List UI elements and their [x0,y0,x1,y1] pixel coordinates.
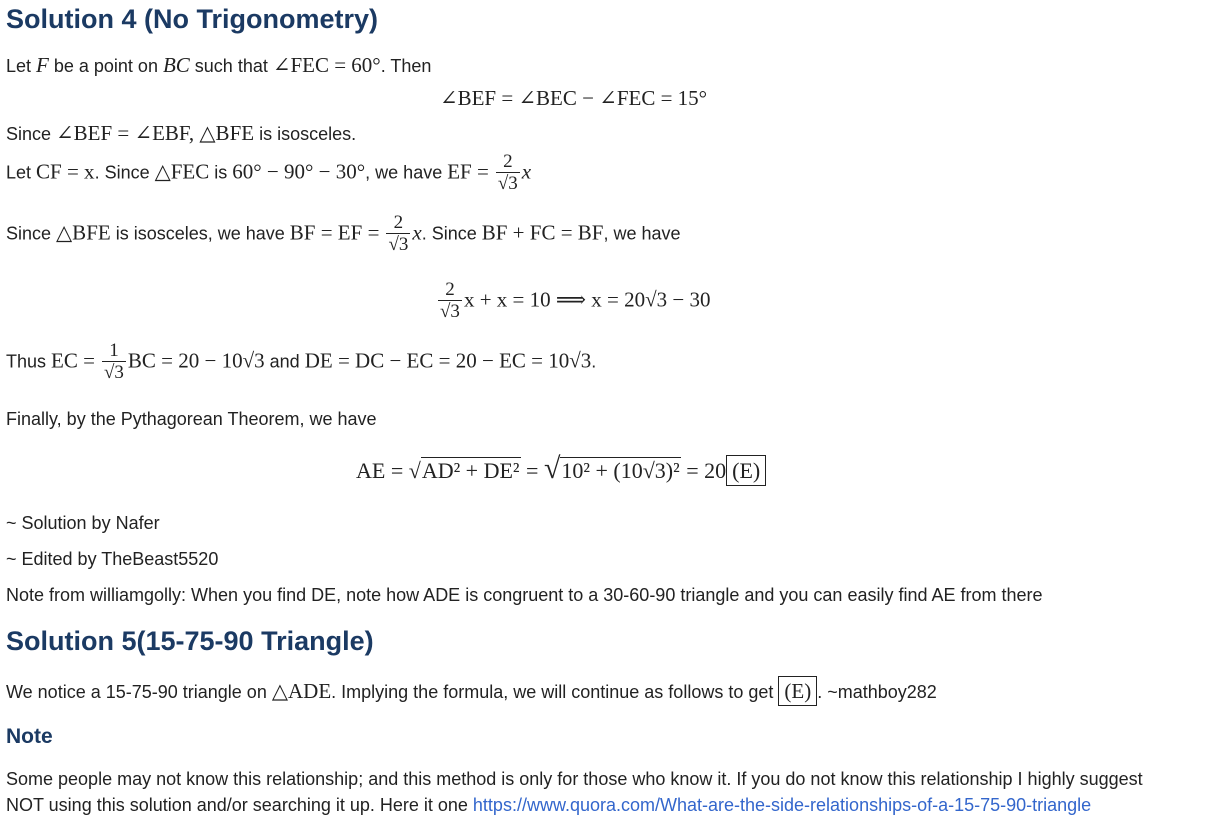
text: . Since [421,223,482,244]
solution4-line5 [6,341,596,384]
math-bf-fc: BF + FC = BF [481,220,604,245]
credit-solution: ~ Solution by Nafer [6,513,160,533]
math-isosceles: ∠BEF = ∠EBF, △BFE [56,121,255,145]
note-line2 [6,794,1091,816]
text: is isosceles. [254,124,357,144]
note-line1: Some people may not know this relationship; and this method is only for those who know it. If you do not know this relationship I highly suggest [6,769,1143,789]
text: Since [6,223,57,244]
equation-mid: = [520,458,544,483]
solution4-heading: Solution 4 (No Trigonometry) [6,4,378,34]
text: . ~mathboy282 [817,682,937,702]
solution5-heading: Solution 5(15-75-90 Triangle) [6,626,374,656]
math-bf: BF = EF = [289,220,380,245]
answer-box: (E) [778,676,817,706]
text: Thus [6,351,52,372]
math-bc-expr: BC = 20 − 10√3 [127,348,265,373]
math-ef: EF = [447,159,489,184]
equation-angle-bef: ∠BEF = ∠BEC − ∠FEC = 15° [440,86,708,110]
answer-box: (E) [726,455,766,486]
numerator: 2 [393,212,404,233]
equation-right: = 20 [680,458,727,483]
text: such that [189,56,273,76]
fraction [438,280,462,323]
math-cf: CF = x [36,159,95,184]
text: We notice a 15-75-90 triangle on [6,682,272,702]
text: . [591,351,597,372]
text: , we have [365,162,448,183]
text: . Since [94,162,155,183]
math-angles: 60° − 90° − 30° [232,159,366,184]
sqrt-radicand: AD² + DE² [421,458,520,483]
math-f: F [36,53,49,77]
solution5-line1 [6,680,937,703]
math-x: x [521,159,532,184]
text: , we have [603,223,681,244]
fraction [102,341,126,384]
credit-edited: ~ Edited by TheBeast5520 [6,549,219,569]
math-triangle-bfe: △BFE [56,220,111,245]
equation-ae: AE = √AD² + DE² = √10² + (10√3)² = 20 (E) [356,452,766,486]
equation-solve-x [436,280,710,323]
denominator: √3 [103,362,124,383]
text: NOT using this solution and/or searching it up. Here it one [6,795,473,815]
equation-rest: x + x = 10 ⟹ x = 20√3 − 30 [463,287,711,312]
math-ec: EC = [51,348,95,373]
math-triangle-ade: △ADE [271,679,332,703]
text: is [209,162,233,183]
text: Let [6,56,37,76]
numerator: 2 [445,279,455,300]
solution4-line3 [6,152,531,195]
solution4-line6: Finally, by the Pythagorean Theorem, we have [6,409,377,429]
text: . Then [380,56,432,76]
text: Let [6,162,37,183]
math-x: x [412,220,422,245]
note-heading: Note [6,725,53,748]
denominator: √3 [440,301,460,322]
text: is isosceles, we have [110,223,290,244]
denominator: √3 [497,173,518,194]
text: and [264,351,305,372]
williamgolly-note: Note from williamgolly: When you find DE, note how ADE is congruent to a 30-60-90 triangle and you can easily find AE from there [6,585,1043,605]
math-de: DE = DC − EC = 20 − EC = 10√3 [304,348,592,373]
numerator: 2 [503,151,513,172]
solution4-line2 [6,122,356,145]
text: be a point on [48,56,163,76]
sqrt-radicand: 10² + (10√3)² [561,458,680,483]
text: Since [6,124,57,144]
math-triangle-fec: △FEC [154,159,210,184]
fraction [386,213,410,256]
solution4-line1 [6,54,431,77]
quora-link[interactable]: https://www.quora.com/What-are-the-side-relationships-of-a-15-75-90-triangle [472,795,1092,815]
math-bc: BC [162,53,190,77]
fraction [496,152,520,195]
denominator: √3 [388,234,409,255]
equation-left: AE = [356,458,409,483]
math-angle-fec: ∠FEC = 60° [272,53,381,77]
solution4-line4 [6,213,681,256]
numerator: 1 [109,340,119,361]
text: . Implying the formula, we will continue as follows to get [331,682,779,702]
